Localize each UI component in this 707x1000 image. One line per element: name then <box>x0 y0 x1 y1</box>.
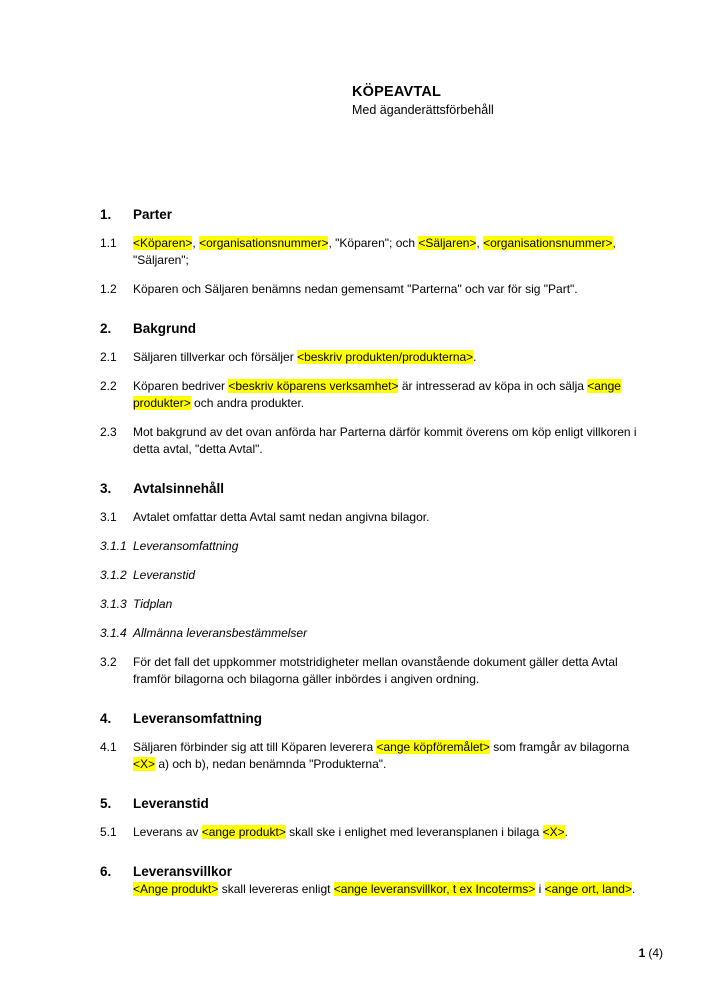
text-run: Köparen bedriver <box>133 379 229 393</box>
appendix-row <box>0 538 707 555</box>
text-run: Säljaren tillverkar och försäljer <box>133 350 298 364</box>
placeholder-highlight: <ange leveransvillkor, t ex Incoterms> <box>333 882 536 896</box>
section-heading: Leveranstid <box>133 796 209 811</box>
text-run: Köparen och Säljaren benämns nedan gemensamt "Parterna" och var för sig "Part". <box>133 282 578 296</box>
appendix-row <box>0 625 707 642</box>
clause-row <box>0 654 707 688</box>
clause-text <box>133 739 638 773</box>
section-number: 5. <box>100 796 112 811</box>
clause-row <box>0 424 707 458</box>
section-heading-row <box>0 320 707 338</box>
text-run: Avtalet omfattar detta Avtal samt nedan angivna bilagor. <box>133 510 430 524</box>
text-run: Leveranstid <box>133 568 196 582</box>
page-number-total: (4) <box>648 946 663 960</box>
clause-number: 2.3 <box>100 425 117 439</box>
clause-number: 5.1 <box>100 825 117 839</box>
clause-text <box>133 881 638 898</box>
text-run: är intresserad av köpa in och sälja <box>398 379 588 393</box>
appendix-row <box>0 596 707 613</box>
section-leveranstid <box>0 795 707 841</box>
clause-text <box>133 424 638 458</box>
text-run: , "Säljaren"; <box>133 236 616 267</box>
clause-number: 1.1 <box>100 236 117 250</box>
appendix-title <box>133 538 638 555</box>
text-run: Säljaren förbinder sig att till Köparen leverera <box>133 740 377 754</box>
placeholder-highlight: <Ange produkt> <box>133 882 219 896</box>
text-run: i <box>535 882 545 896</box>
section-heading-row <box>0 206 707 224</box>
clause-row <box>0 378 707 412</box>
document-body <box>0 206 707 910</box>
appendix-title <box>133 625 638 642</box>
section-heading: Avtalsinnehåll <box>133 481 225 496</box>
placeholder-highlight: <organisationsnummer> <box>483 236 613 250</box>
section-heading-row <box>0 480 707 498</box>
clause-text <box>133 349 638 366</box>
text-run: , <box>192 236 200 250</box>
clause-row <box>0 824 707 841</box>
section-heading: Parter <box>133 207 173 222</box>
text-run: . <box>631 882 636 896</box>
clause-row <box>0 739 707 773</box>
section-heading: Leveransvillkor <box>133 864 233 879</box>
clause-text <box>133 281 638 298</box>
clause-text <box>133 654 638 688</box>
clause-number: 2.1 <box>100 350 117 364</box>
document-title: KÖPEAVTAL <box>352 84 442 100</box>
clause-number: 3.1.4 <box>100 626 127 640</box>
clause-number: 3.1 <box>100 510 117 524</box>
clause-number: 3.1.2 <box>100 568 127 582</box>
clause-number: 3.2 <box>100 655 117 669</box>
page-number <box>639 946 663 961</box>
page-number-current: 1 <box>638 946 646 960</box>
appendix-row <box>0 567 707 584</box>
section-leveransomfattning <box>0 710 707 773</box>
clause-row <box>0 881 707 898</box>
text-run: . <box>564 825 568 839</box>
clause-row <box>0 509 707 526</box>
placeholder-highlight: <ange ort, land> <box>544 882 632 896</box>
text-run: Tidplan <box>133 597 173 611</box>
clause-number: 2.2 <box>100 379 117 393</box>
placeholder-highlight: <ange produkt> <box>201 825 286 839</box>
text-run: skall levereras enligt <box>218 882 334 896</box>
text-run: a) och b), nedan benämnda "Produkterna". <box>155 757 387 771</box>
clause-number: 3.1.3 <box>100 597 127 611</box>
section-heading: Bakgrund <box>133 321 197 336</box>
section-bakgrund <box>0 320 707 458</box>
document-subtitle: Med äganderättsförbehåll <box>352 103 494 117</box>
section-leveransvillkor <box>0 863 707 898</box>
placeholder-highlight: <ange produkter> <box>133 379 621 410</box>
clause-row <box>0 349 707 366</box>
text-run: , "Köparen"; och <box>328 236 419 250</box>
clause-text <box>133 824 638 841</box>
placeholder-highlight: <organisationsnummer> <box>199 236 329 250</box>
placeholder-highlight: <beskriv köparens verksamhet> <box>228 379 399 393</box>
clause-number: 1.2 <box>100 282 117 296</box>
text-run: Leverans av <box>133 825 202 839</box>
text-run: , <box>476 236 484 250</box>
section-avtalsinnehall <box>0 480 707 688</box>
appendix-title <box>133 596 638 613</box>
text-run: och andra produkter. <box>190 396 305 410</box>
placeholder-highlight: <ange köpföremålet> <box>376 740 490 754</box>
text-run: som framgår av bilagorna <box>489 740 630 754</box>
placeholder-highlight: <Säljaren> <box>418 236 477 250</box>
section-number: 1. <box>100 207 112 222</box>
clause-text <box>133 509 638 526</box>
appendix-title <box>133 567 638 584</box>
section-number: 2. <box>100 321 112 336</box>
placeholder-highlight: <X> <box>542 825 565 839</box>
section-heading-row <box>0 710 707 728</box>
clause-row <box>0 281 707 298</box>
section-heading-row <box>0 863 707 881</box>
title-block <box>352 83 494 119</box>
section-number: 6. <box>100 864 112 879</box>
section-heading-row <box>0 795 707 813</box>
placeholder-highlight: <X> <box>133 757 156 771</box>
clause-number: 4.1 <box>100 740 117 754</box>
text-run: Mot bakgrund av det ovan anförda har Parterna därför kommit överens om köp enligt villkoren i detta avtal, "detta Avtal". <box>133 425 637 456</box>
text-run: Leveransomfattning <box>133 539 239 553</box>
text-run: skall ske i enlighet med leveransplanen i bilaga <box>285 825 543 839</box>
section-heading: Leveransomfattning <box>133 711 263 726</box>
section-number: 3. <box>100 481 112 496</box>
clause-text <box>133 378 638 412</box>
text-run: För det fall det uppkommer motstridigheter mellan ovanstående dokument gäller detta Avtal framför bilagorna och bilagorna gäller inbördes i angiven ordning. <box>133 655 618 686</box>
clause-number: 3.1.1 <box>100 539 127 553</box>
text-run: . <box>473 350 477 364</box>
placeholder-highlight: <Köparen> <box>133 236 193 250</box>
section-number: 4. <box>100 711 112 726</box>
clause-number <box>100 881 133 898</box>
text-run: Allmänna leveransbestämmelser <box>133 626 308 640</box>
section-parter <box>0 206 707 298</box>
clause-text <box>133 235 638 269</box>
placeholder-highlight: <beskriv produkten/produkterna> <box>297 350 474 364</box>
clause-row <box>0 235 707 269</box>
